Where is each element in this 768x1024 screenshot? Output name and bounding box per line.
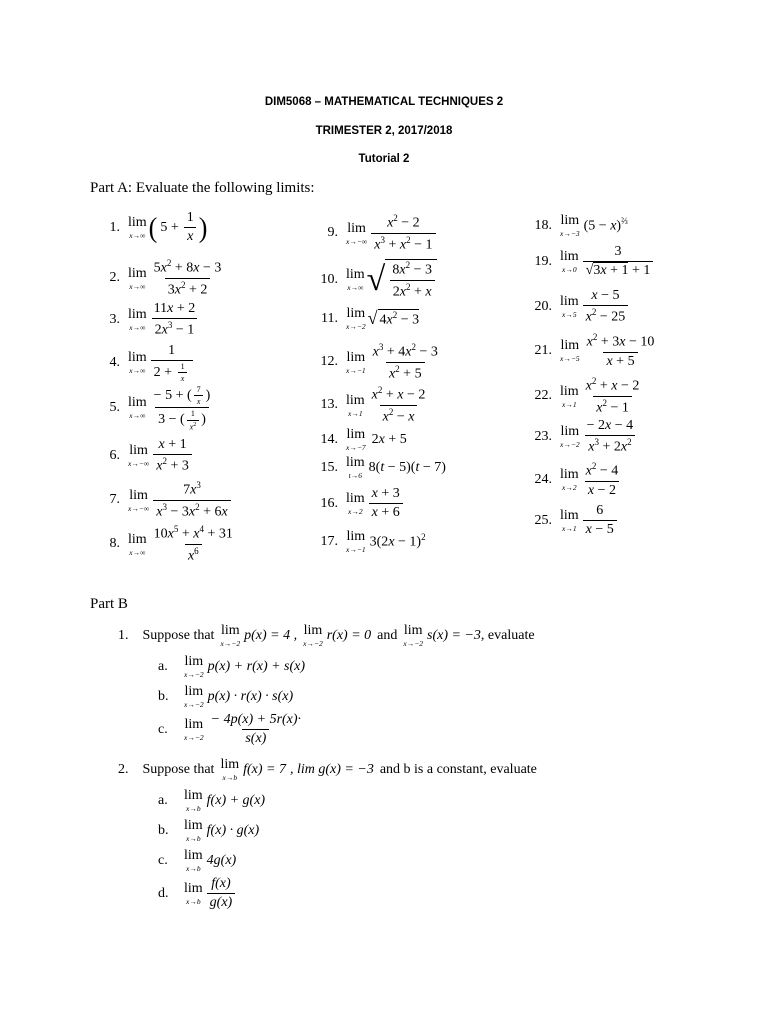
part-b-heading: Part B — [90, 596, 128, 612]
q1-part-a: a. lim x→−2 p(x) + r(x) + s(x) — [158, 654, 306, 679]
q2-part-c: c. lim x→b 4g(x) — [158, 848, 237, 873]
problem-7: 7. lim x→−∞ $\frac{7x^3}{x^3 - 3x^2 + 6x}$ — [100, 480, 233, 521]
problem-18: 18. lim x→−3 $(5 - x)^{\frac{2}{3}}$ — [534, 213, 628, 238]
problem-1: 1. lim x→∞ ( 5 + $\frac{1}{x}$ ) — [109, 210, 208, 245]
problem-16: 16. lim x→2 $\frac{x + 3}{x + 6}$ — [318, 486, 405, 521]
problem-22: 22. lim x→1 $\frac{x^2 + x - 2}{x^2 - 1}$ — [534, 376, 640, 416]
q2-part-d: d. lim x→b $\frac{f(x)}{g(x)}$ — [158, 876, 237, 911]
problem-4: 4. lim x→∞ 1 2 + $\frac{1}{x}$ — [100, 343, 195, 383]
problem-25: 25. lim x→1 $\frac{6}{x - 5}$ — [532, 503, 619, 538]
problem-21: 21. lim x→−5 $\frac{x^2 + 3x - 10}{x + 5}$ — [534, 332, 655, 369]
limit-operator: lim x→∞ — [128, 214, 147, 240]
problem-20: 20. lim x→5 $\frac{x - 5}{x^2 - 25}$ — [532, 288, 630, 326]
problem-2: 2. lim x→∞ $\frac{5x^2 + 8x - 3}{3x^2 + 2}$ — [109, 258, 222, 298]
problem-10: 10. lim x→∞ √ $\frac{8x^2 - 3}{2x^2 + x}$ — [318, 259, 437, 301]
course-title: DIM5068 – MATHEMATICAL TECHNIQUES 2 — [264, 96, 504, 108]
problem-9: 9. lim x→−∞ $\frac{x^2 - 2}{x^3 + x^2 - 1}$ — [318, 213, 438, 254]
part-b-question-2: 2. Suppose that lim x→b f(x) = 7 , lim g(x) = −3 and b is a constant, evaluate — [118, 757, 537, 782]
problem-17: 17. lim x→−1 $3(2x - 1)^2$ — [320, 529, 426, 554]
problem-11: 11. lim x→−2 √ $4x^2 - 3$ — [321, 306, 420, 331]
problem-19: 19. lim x→0 $\frac{3}{√3x + 1 + 1}$ — [532, 244, 655, 279]
q1-part-c: c. lim x→−2 $\frac{- 4p(x) + 5r(x)\cdot}{s(x)}$ — [158, 712, 302, 747]
problem-14: 14. lim x→−7 2x + 5 — [320, 427, 407, 452]
trimester-title: TRIMESTER 2, 2017/2018 — [315, 125, 453, 137]
problem-5: 5. lim x→∞ − 5 + ( $\frac{7}{x}$ ) 3 − ( $\frac{1}{x^2}$ ) — [109, 385, 211, 432]
problem-13: 13. lim x→1 $\frac{x^2 + x - 2}{x^2 - x}$ — [320, 385, 426, 425]
problem-6: 6. lim x→−∞ $\frac{x + 1}{x^2 + 3}$ — [100, 437, 194, 475]
q2-part-a: a. lim x→b f(x) + g(x) — [158, 788, 266, 813]
tutorial-title: Tutorial 2 — [358, 153, 410, 165]
q1-part-b: b. lim x→−2 p(x) · r(x) · s(x) — [158, 684, 294, 709]
problem-3: 3. lim x→∞ $\frac{11x + 2}{2x^3 - 1}$ — [109, 301, 196, 338]
problem-23: 23. lim x→−2 $\frac{- 2x - 4}{x^3 + 2x^2}$ — [534, 418, 634, 455]
q2-part-b: b. lim x→b f(x) · g(x) — [158, 818, 260, 843]
problem-15: 15. lim t→6 8(t − 5)(t − 7) — [320, 455, 446, 480]
problem-8: 8. lim x→∞ $\frac{10x^5 + x^4 + 31}{x^6}$ — [109, 524, 233, 564]
part-a-heading: Part A: Evaluate the following limits: — [90, 180, 315, 196]
problem-12: 12. lim x→−1 $\frac{x^3 + 4x^2 - 3}{x^2 + 5}$ — [320, 342, 438, 382]
part-b-question-1: 1. Suppose that lim x→−2 p(x) = 4 , lim x→−2 r(x) = 0 and lim x→−2 s(x) = −3 , evaluate — [118, 623, 535, 648]
problem-24: 24. lim x→2 $\frac{x^2 - 4}{x - 2}$ — [534, 461, 619, 498]
